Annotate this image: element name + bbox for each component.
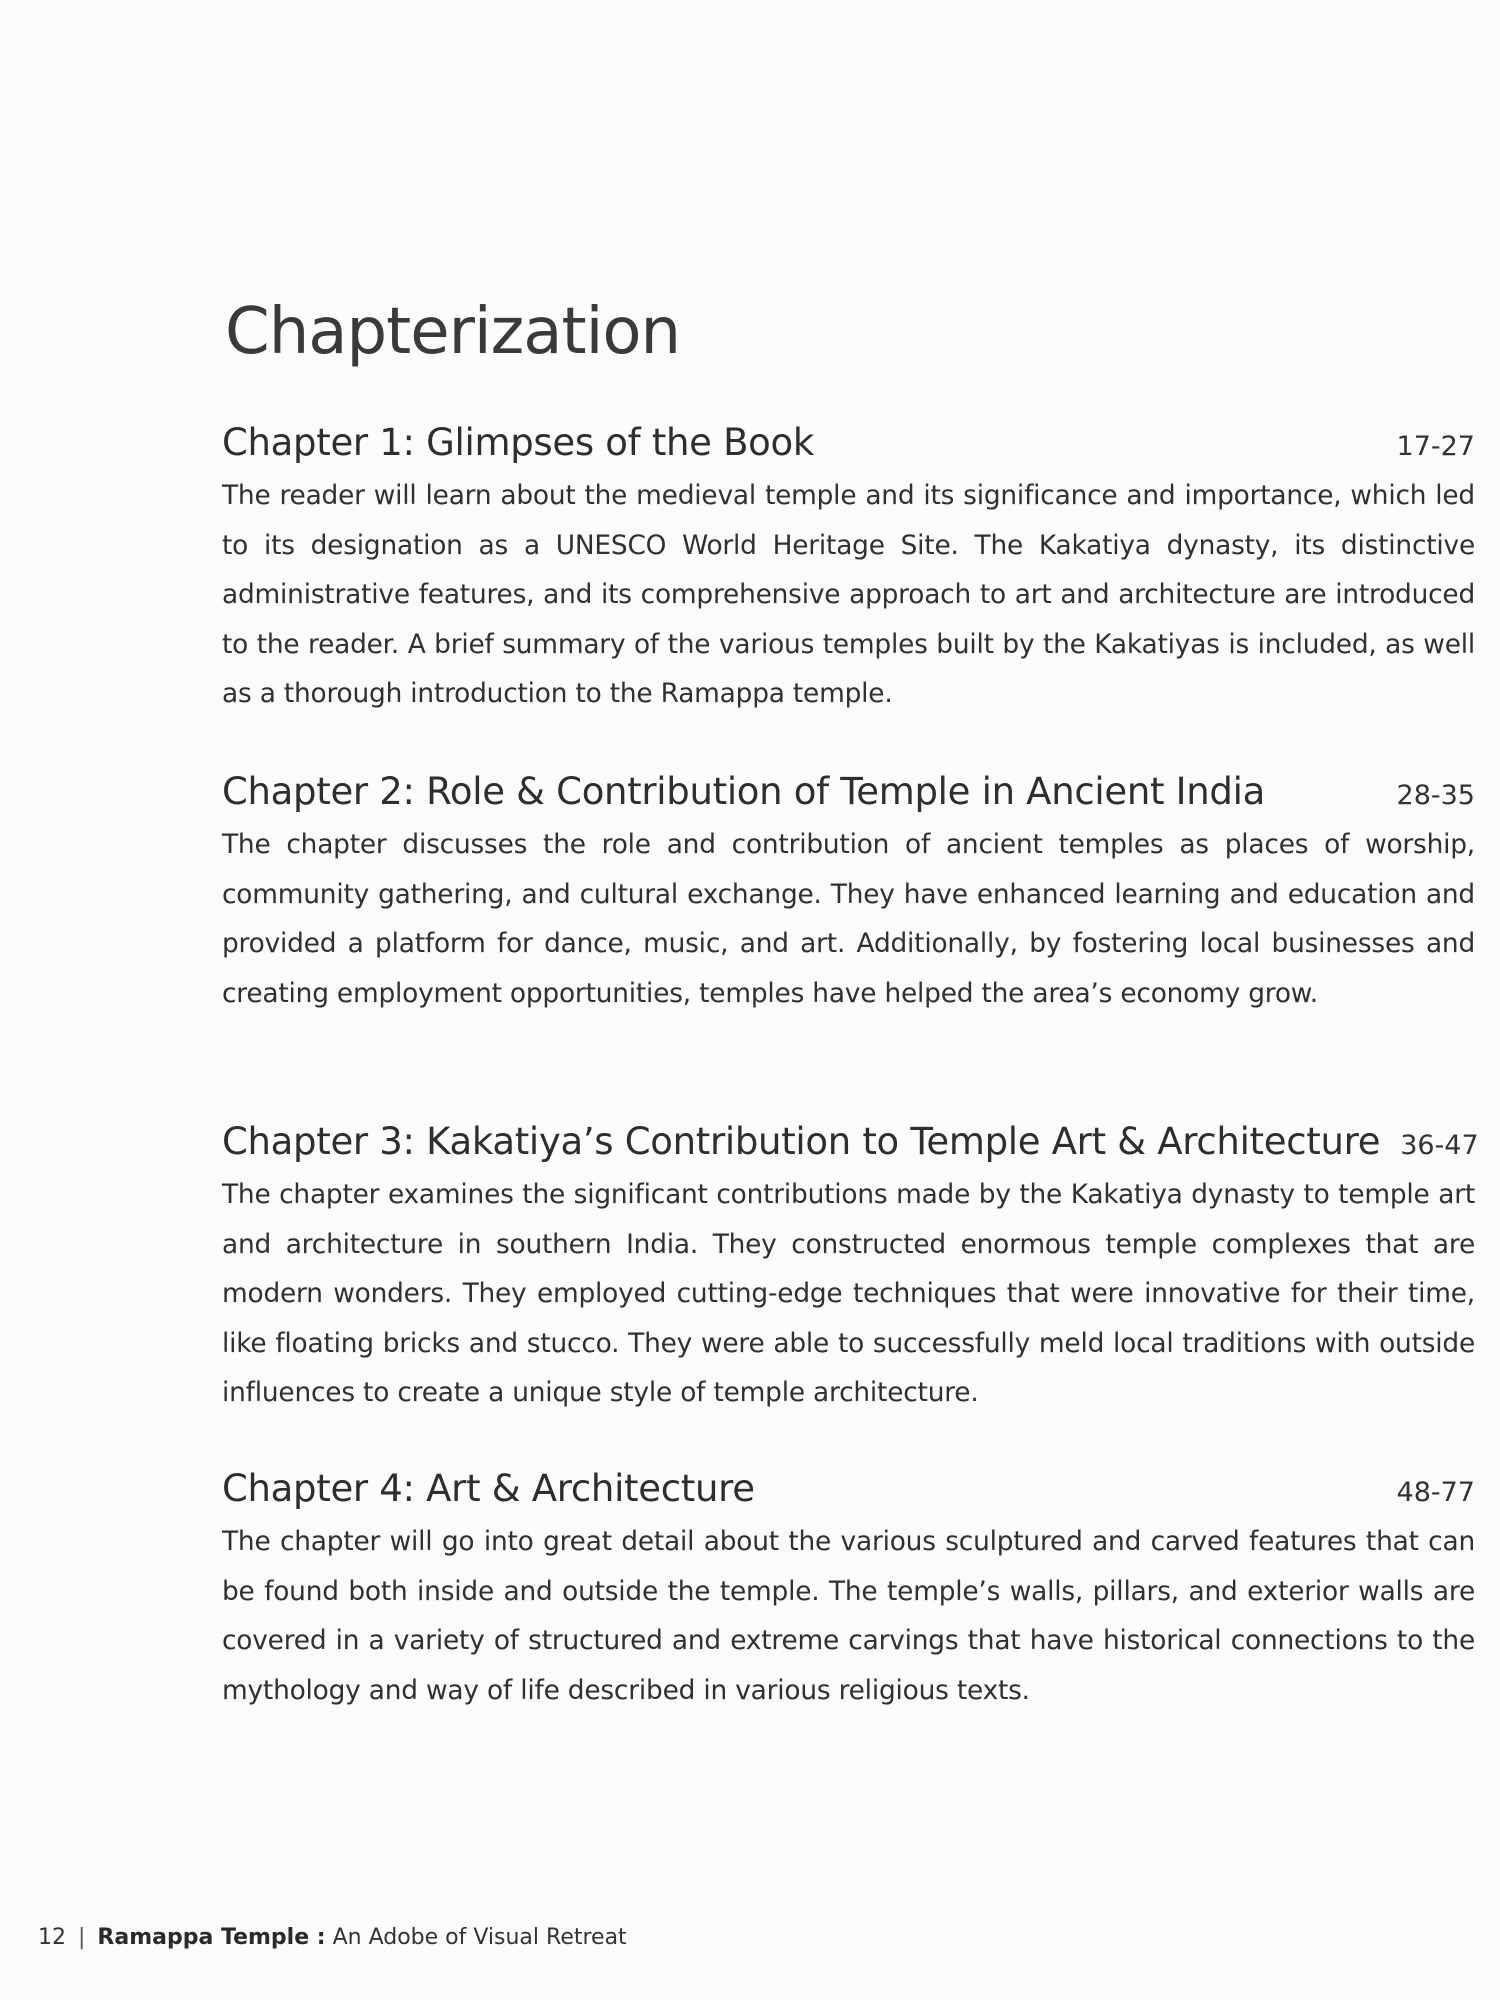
chapter-description: The chapter discusses the role and contribution of ancient temples as places of worship, community gathering, and cultural exchange. They have enhanced learning and education and provided a platform for dance, music, and art. Additionally, by fostering local businesses and creating employment opportunities, temples have helped the area’s economy grow. bbox=[222, 829, 1475, 1009]
chapter-header bbox=[222, 1114, 1479, 1170]
chapter-header bbox=[222, 415, 1475, 471]
chapter-title: Chapter 3: Kakatiya’s Contribution to Temple Art & Architecture bbox=[222, 1120, 1381, 1163]
chapter-description: The chapter will go into great detail about the various sculptured and carved features that can be found both inside and outside the temple. The temple’s walls, pillars, and exterior walls are covered in a variety of structured and extreme carvings that have historical connections to the mythology and way of life described in various religious texts. bbox=[222, 1526, 1475, 1706]
book-name: Ramappa Temple : bbox=[97, 1925, 326, 1950]
chapter-page-range: 17-27 bbox=[1396, 431, 1475, 462]
chapter-entry-2 bbox=[222, 764, 1475, 1018]
page-number: 12 bbox=[38, 1925, 66, 1950]
chapter-page-range: 36-47 bbox=[1400, 1130, 1479, 1161]
chapter-entry-3 bbox=[222, 1114, 1479, 1418]
chapter-description: The reader will learn about the medieval temple and its significance and importance, which led to its designation as a UNESCO World Heritage Site. The Kakatiya dynasty, its distinctive administrative features, and its comprehensive approach to art and architecture are introduced to the reader. A brief summary of the various temples built by the Kakatiyas is included, as well as a thorough introduction to the Ramappa temple. bbox=[222, 480, 1475, 709]
chapter-title: Chapter 4: Art & Architecture bbox=[222, 1467, 755, 1510]
chapter-title: Chapter 1: Glimpses of the Book bbox=[222, 421, 814, 464]
chapter-description: The chapter examines the significant contributions made by the Kakatiya dynasty to temple art and architecture in southern India. They constructed enormous temple complexes that are modern wonders. They employed cutting-edge techniques that were innovative for their time, like floating bricks and stucco. They were able to successfully meld local traditions with outside influences to create a unique style of temple architecture. bbox=[222, 1179, 1475, 1408]
chapter-header bbox=[222, 764, 1475, 820]
chapter-page-range: 48-77 bbox=[1396, 1477, 1475, 1508]
page-footer bbox=[38, 1925, 627, 1950]
page-title: Chapterization bbox=[225, 295, 681, 369]
chapter-entry-4 bbox=[222, 1461, 1475, 1715]
chapter-entry-1 bbox=[222, 415, 1475, 719]
chapter-title: Chapter 2: Role & Contribution of Temple in Ancient India bbox=[222, 770, 1265, 813]
book-subtitle: An Adobe of Visual Retreat bbox=[332, 1925, 627, 1950]
footer-separator: | bbox=[78, 1925, 86, 1950]
chapter-header bbox=[222, 1461, 1475, 1517]
chapter-page-range: 28-35 bbox=[1396, 780, 1475, 811]
